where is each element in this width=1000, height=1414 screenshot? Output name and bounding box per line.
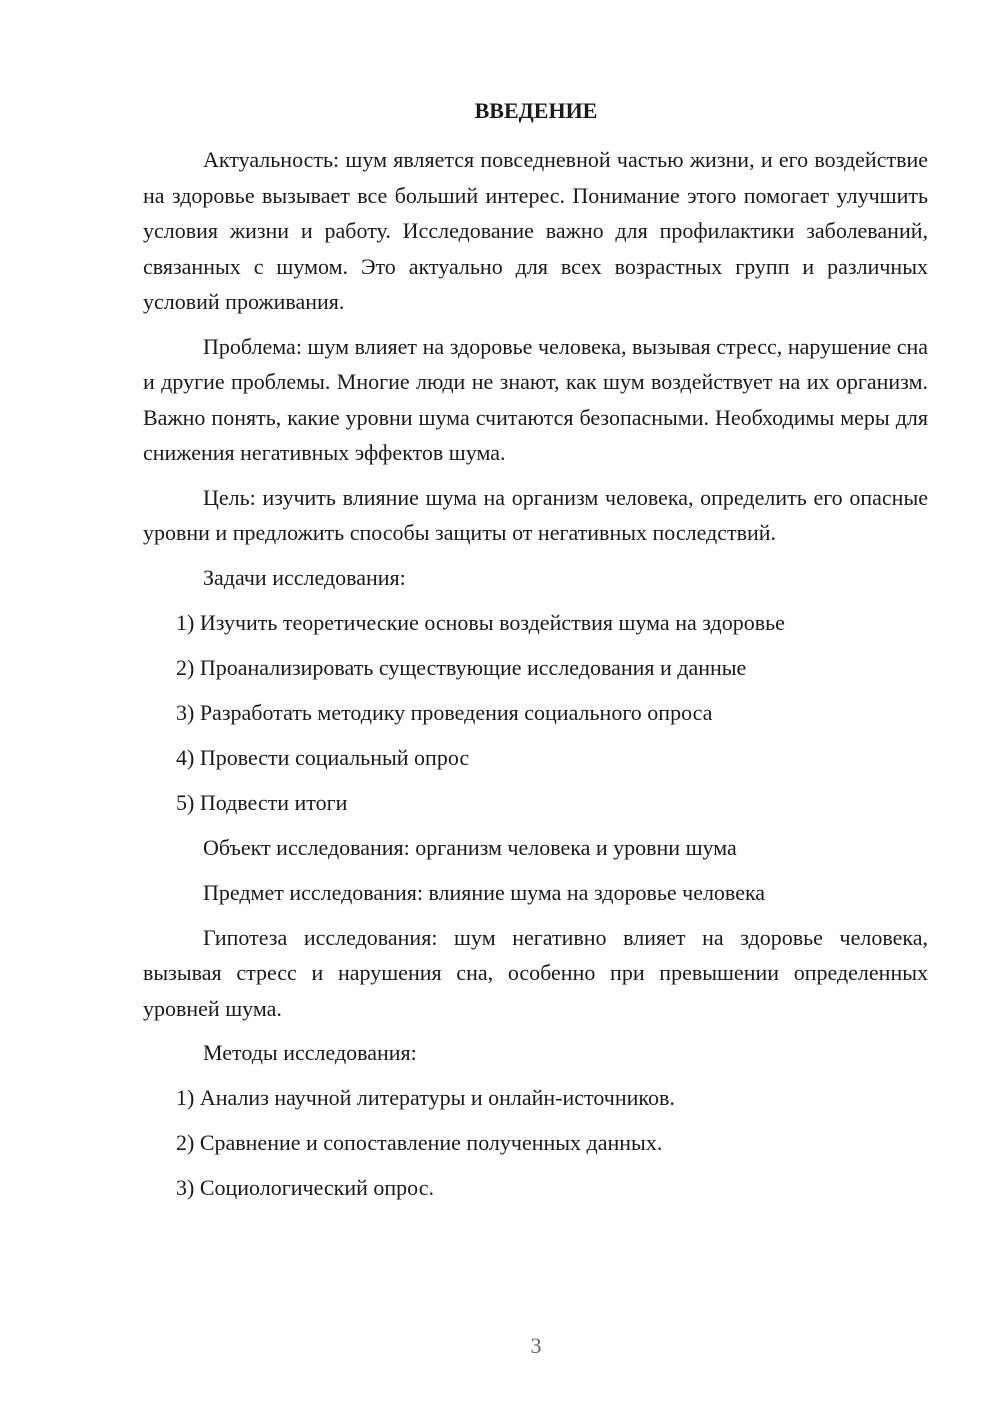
research-object: Объект исследования: организм человека и уровни шума — [203, 834, 737, 860]
goal-paragraph: Цель: изучить влияние шума на организм человека, определить его опасные уровни и предложить способы защиты от негативных последствий. — [143, 484, 928, 545]
page-number: 3 — [530, 1333, 542, 1358]
tasks-heading: Задачи исследования: — [203, 564, 406, 590]
method-item: 2) Сравнение и сопоставление полученных данных. — [176, 1130, 663, 1155]
method-item: 3) Социологический опрос. — [176, 1175, 434, 1200]
task-item: 3) Разработать методику проведения социального опроса — [176, 699, 713, 725]
task-item: 4) Провести социальный опрос — [176, 744, 470, 770]
task-item: 5) Подвести итоги — [176, 789, 348, 815]
hypothesis-paragraph: Гипотеза исследования: шум негативно влияет на здоровье человека, вызывая стресс и нарушения сна, особенно при превышении определенных уровней шума. — [143, 924, 928, 1021]
document-body — [143, 142, 928, 1215]
method-item: 1) Анализ научной литературы и онлайн-источников. — [176, 1085, 675, 1110]
page-title: ВВЕДЕНИЕ — [474, 98, 598, 123]
methods-heading: Методы исследования: — [203, 1040, 417, 1065]
relevance-paragraph: Актуальность: шум является повседневной частью жизни, и его воздействие на здоровье вызывает все больший интерес. Понимание этого помогает улучшить условия жизни и работу. Исследование важно для профилактики заболеваний, связанных с шумом. Это актуально для всех возрастных групп и различных условий проживания. — [143, 147, 928, 314]
problem-paragraph: Проблема: шум влияет на здоровье человека, вызывая стресс, нарушение сна и другие проблемы. Многие люди не знают, как шум воздействует на их организм. Важно понять, какие уровни шума считаются безопасными. Необходимы меры для снижения негативных эффектов шума. — [143, 333, 928, 465]
task-item: 2) Проанализировать существующие исследования и данные — [176, 654, 747, 680]
task-item: 1) Изучить теоретические основы воздействия шума на здоровье — [176, 609, 785, 635]
research-subject: Предмет исследования: влияние шума на здоровье человека — [203, 879, 766, 905]
